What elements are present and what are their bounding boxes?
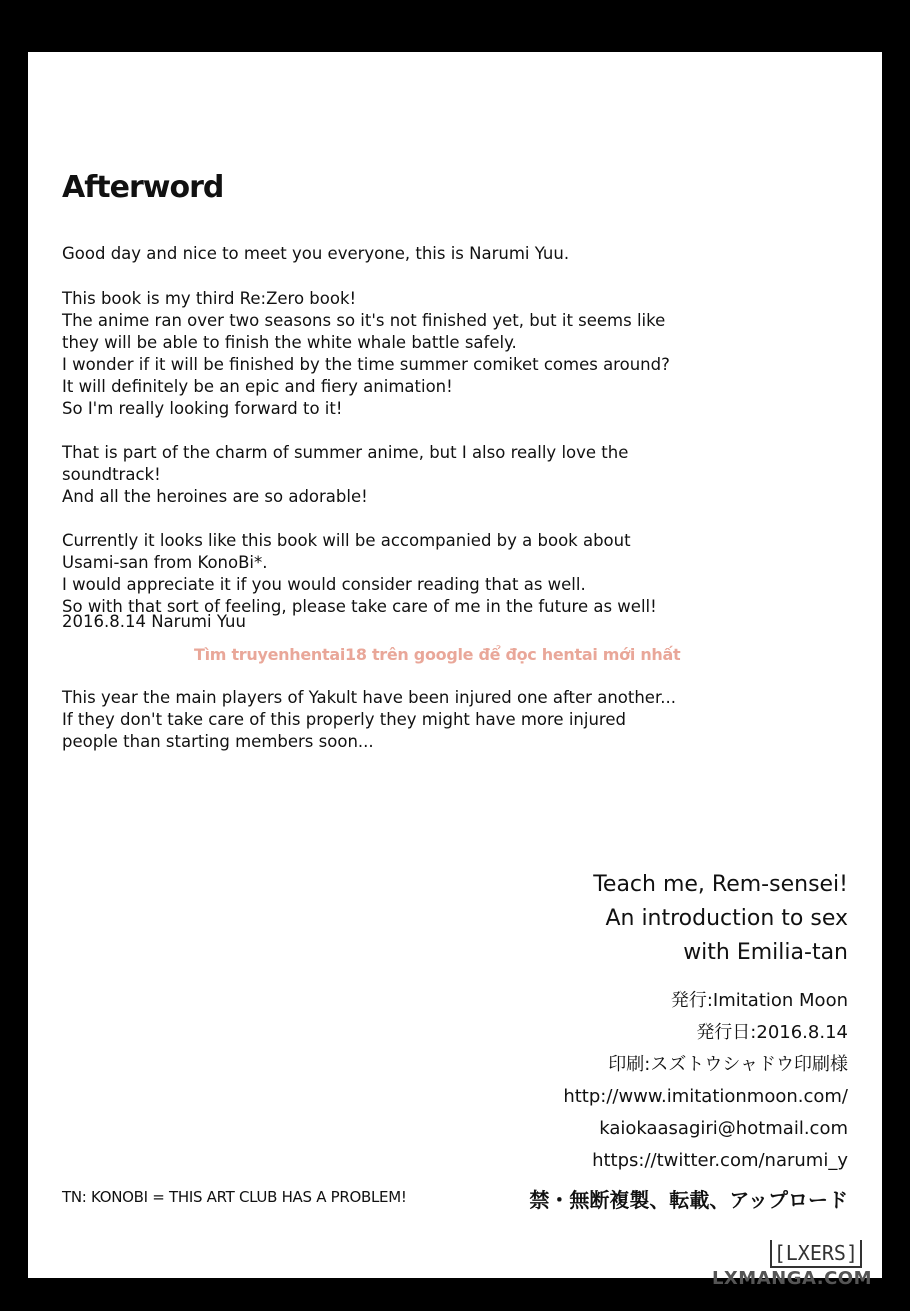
text-line: they will be able to finish the white whale battle safely.	[62, 333, 517, 352]
text-line: This year the main players of Yakult have been injured one after another...	[62, 688, 676, 707]
text-line: people than starting members soon...	[62, 732, 374, 751]
twitter-link[interactable]: https://twitter.com/narumi_y	[592, 1150, 848, 1171]
text-line: Good day and nice to meet you everyone, this is Narumi Yuu.	[62, 244, 570, 263]
publish-date: 発行日:2016.8.14	[696, 1022, 848, 1043]
text-line: Currently it looks like this book will be accompanied by a book about	[62, 531, 631, 550]
text-line: I would appreciate it if you would consider reading that as well.	[62, 575, 586, 594]
text-line: So with that sort of feeling, please take care of me in the future as well!	[62, 597, 657, 616]
text-line: The anime ran over two seasons so it's not finished yet, but it seems like	[62, 311, 666, 330]
text-line: So I'm really looking forward to it!	[62, 399, 343, 418]
translator-note: TN: KONOBI = THIS ART CLUB HAS A PROBLEM!	[62, 1188, 407, 1206]
paragraph-summer-anime	[62, 442, 628, 508]
email-address[interactable]: kaiokaasagiri@hotmail.com	[599, 1118, 848, 1139]
paragraph-konobi	[62, 530, 657, 618]
book-title	[593, 868, 848, 970]
text-line: This book is my third Re:Zero book!	[62, 289, 357, 308]
watermark-text: Tìm truyenhentai18 trên google để đọc hentai mới nhất	[194, 645, 681, 664]
signature-date: 2016.8.14 Narumi Yuu	[62, 612, 246, 631]
prohibition-notice: 禁・無断複製、転載、アップロード	[529, 1188, 848, 1212]
afterword-heading: Afterword	[62, 170, 224, 205]
text-line: And all the heroines are so adorable!	[62, 487, 368, 506]
text-line: Usami-san from KonoBi*.	[62, 553, 268, 572]
website-link[interactable]: http://www.imitationmoon.com/	[563, 1086, 848, 1107]
paragraph-rezero	[62, 288, 670, 420]
title-line: Teach me, Rem-sensei!	[593, 872, 848, 897]
scanlation-site: LXMANGA.COM	[711, 1268, 872, 1289]
paragraph-greeting	[62, 243, 569, 265]
text-line: I wonder if it will be finished by the time summer comiket comes around?	[62, 355, 670, 374]
text-line: soundtrack!	[62, 465, 161, 484]
text-line: If they don't take care of this properly they might have more injured	[62, 710, 626, 729]
postscript	[62, 687, 676, 753]
colophon-info	[563, 985, 848, 1177]
title-line: with Emilia-tan	[683, 940, 848, 965]
publisher: 発行:Imitation Moon	[670, 990, 848, 1011]
text-line: That is part of the charm of summer anime, but I also really love the	[62, 443, 629, 462]
text-line: It will definitely be an epic and fiery animation!	[62, 377, 453, 396]
printer: 印刷:スズトウシャドウ印刷様	[608, 1054, 848, 1075]
scanlation-group: [LXERS]	[770, 1240, 862, 1268]
title-line: An introduction to sex	[605, 906, 848, 931]
